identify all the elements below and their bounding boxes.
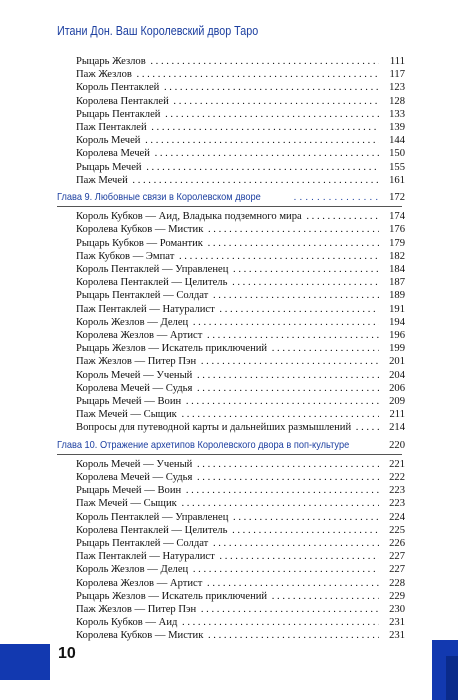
toc-entry-title <box>76 329 402 342</box>
toc-entry-title <box>76 276 402 289</box>
toc-entry <box>0 471 458 484</box>
toc-entry <box>0 263 458 276</box>
toc-entry-title <box>76 616 402 629</box>
chapter-underline <box>57 206 402 207</box>
toc-entry-page: 223 <box>379 484 405 497</box>
left-color-block <box>0 644 50 680</box>
toc-entry-label: Рыцарь Жезлов — Искатель приключений <box>76 590 268 602</box>
toc-entry-page: 128 <box>379 95 405 108</box>
toc-entry-page: 182 <box>379 250 405 263</box>
toc-entry <box>0 55 458 68</box>
toc-entry-label: Рыцарь Пентаклей — Солдат <box>76 538 209 549</box>
toc-entry-title <box>76 484 402 497</box>
toc-entry <box>0 497 458 510</box>
toc-entry-page: 194 <box>379 316 405 329</box>
toc-entry-title <box>76 121 402 134</box>
toc-entry-title <box>76 81 402 94</box>
toc-entry <box>0 108 458 121</box>
toc-entry-label: Паж Жезлов — Питер Пэн <box>76 604 197 615</box>
toc-entry-page: 155 <box>379 161 405 174</box>
toc-entry-label: Рыцарь Мечей — Воин <box>76 396 182 407</box>
toc-entry-title <box>76 174 402 187</box>
toc-entry <box>0 329 458 342</box>
toc-entry-label: Рыцарь Кубков — Романтик <box>76 237 203 249</box>
toc-entry-title <box>76 263 402 276</box>
toc-entry-title <box>76 603 402 616</box>
toc-entry-title <box>76 497 402 510</box>
running-header: Итани Дон. Ваш Королевский двор Таро <box>57 24 259 38</box>
toc-entry-label: Паж Пентаклей <box>76 122 147 133</box>
toc-entry-label: Королева Кубков — Мистик <box>76 224 204 236</box>
toc-entry-label: Глава 10. Отражение архетипов Королевского двора в поп-культуре <box>57 438 350 451</box>
toc-entry-title <box>76 408 402 421</box>
toc-entry-title <box>76 382 402 395</box>
toc-entry-page: 224 <box>379 511 405 524</box>
toc-entry <box>0 223 458 236</box>
toc-entry-page: 117 <box>379 68 405 81</box>
toc-entry-page: 139 <box>379 121 405 134</box>
toc-chapter <box>0 191 458 204</box>
toc-entry-title <box>76 471 402 484</box>
toc-entry-page: 133 <box>379 108 405 121</box>
toc-entry-page: 227 <box>379 550 405 563</box>
toc-entry-page: 222 <box>379 471 405 484</box>
toc-entry-title <box>76 134 402 147</box>
toc-entry <box>0 68 458 81</box>
toc-entry <box>0 174 458 187</box>
toc-entry <box>0 81 458 94</box>
toc-entry-label: Паж Жезлов <box>76 69 132 81</box>
toc-entry-label: Король Кубков — Аид <box>76 617 178 629</box>
toc-entry-title <box>76 369 402 382</box>
toc-entry-title <box>76 147 402 160</box>
toc-entry-page: 230 <box>379 603 405 616</box>
toc-entry <box>0 408 458 421</box>
toc-entry <box>0 303 458 316</box>
toc-entry-page: 209 <box>379 395 405 408</box>
toc-entry <box>0 458 458 471</box>
toc-entry-label: Паж Мечей — Сыщик <box>76 498 177 510</box>
toc-entry-label: Королева Мечей — Судья <box>76 382 193 394</box>
toc-entry-title <box>76 250 402 263</box>
toc-entry-page: 150 <box>379 147 405 160</box>
toc-entry-title <box>76 355 402 368</box>
toc-entry-label: Королева Кубков — Мистик <box>76 630 204 642</box>
toc-entry-title <box>57 439 402 452</box>
toc-entry-page: 144 <box>379 134 405 147</box>
toc-entry-label: Паж Мечей — Сыщик <box>76 409 177 421</box>
toc-entry-page: 226 <box>379 537 405 550</box>
toc-entry-label: Паж Пентаклей — Натуралист <box>76 303 215 315</box>
toc-entry-title <box>57 191 402 204</box>
toc-entry-label: Рыцарь Пентаклей <box>76 108 161 120</box>
toc-entry <box>0 629 458 642</box>
toc-entry <box>0 421 458 434</box>
toc-entry <box>0 276 458 289</box>
toc-entry-page: 231 <box>379 629 405 642</box>
toc-entry <box>0 577 458 590</box>
toc-entry-page: 187 <box>379 276 405 289</box>
toc-entry-title <box>76 511 402 524</box>
toc-entry-page: 220 <box>379 439 405 452</box>
toc-entry <box>0 484 458 497</box>
toc-entry-page: 229 <box>379 590 405 603</box>
toc-entry-label: Королева Пентаклей — Целитель <box>76 277 228 289</box>
toc-entry-label: Король Пентаклей — Управленец <box>76 511 229 523</box>
toc-entry-page: 174 <box>379 210 405 223</box>
toc-entry <box>0 550 458 563</box>
toc-entry-page: 221 <box>379 458 405 471</box>
toc-entry <box>0 382 458 395</box>
toc-entry-label: Король Пентаклей — Управленец <box>76 264 229 275</box>
toc-entry-title <box>76 629 402 642</box>
toc-entry-title <box>76 421 402 434</box>
toc-entry-label: Рыцарь Пентаклей — Солдат <box>76 290 209 302</box>
toc-entry-label: Король Мечей — Ученый <box>76 369 193 381</box>
toc-entry-page: 172 <box>379 191 405 204</box>
toc-entry-title <box>76 161 402 174</box>
toc-entry-label: Вопросы для путеводной карты и дальнейших размышлений <box>76 422 352 434</box>
toc-entry-label: Глава 9. Любовные связи в Королевском дворе <box>57 191 261 203</box>
toc-entry-label: Король Мечей <box>76 135 141 147</box>
toc-entry <box>0 616 458 629</box>
toc-entry-title <box>76 524 402 537</box>
page-number: 10 <box>58 645 76 662</box>
toc-entry <box>0 524 458 537</box>
toc-entry-label: Королева Мечей — Судья <box>76 472 193 483</box>
toc-entry-page: 231 <box>379 616 405 629</box>
toc-entry-label: Рыцарь Жезлов <box>76 56 146 67</box>
toc-entry <box>0 121 458 134</box>
toc-entry-title <box>76 108 402 121</box>
toc-entry-page: 223 <box>379 497 405 510</box>
toc-entry-label: Королева Пентаклей <box>76 95 169 107</box>
toc-entry <box>0 342 458 355</box>
toc-entry <box>0 237 458 250</box>
toc-entry-page: 196 <box>379 329 405 342</box>
toc-entry-page: 211 <box>379 408 405 421</box>
toc-entry-page: 206 <box>379 382 405 395</box>
toc-entry-label: Королева Жезлов — Артист <box>76 577 203 589</box>
toc-entry-title <box>76 95 402 108</box>
toc-entry-label: Король Жезлов — Делец <box>76 564 189 576</box>
toc-entry-label: Паж Жезлов — Питер Пэн <box>76 356 197 368</box>
toc-entry-page: 111 <box>379 55 405 68</box>
right-color-notch <box>446 656 458 700</box>
toc-entry-title <box>76 289 402 302</box>
toc-entry-label: Королева Жезлов — Артист <box>76 330 203 341</box>
toc-entry-label: Паж Кубков — Эмпат <box>76 250 175 262</box>
toc-entry-page: 227 <box>379 563 405 576</box>
toc-entry <box>0 537 458 550</box>
toc-entry-label: Король Пентаклей <box>76 82 160 94</box>
toc-entry-title <box>76 590 402 603</box>
toc-entry-page: 161 <box>379 174 405 187</box>
toc-entry-page: 204 <box>379 369 405 382</box>
toc-entry-title <box>76 577 402 590</box>
toc-entry-page: 189 <box>379 289 405 302</box>
toc-entry-page: 184 <box>379 263 405 276</box>
toc-entry-page: 201 <box>379 355 405 368</box>
toc-entry-title <box>76 223 402 236</box>
toc-entry-page: 179 <box>379 237 405 250</box>
toc-entry <box>0 511 458 524</box>
toc-entry-title <box>76 395 402 408</box>
toc-entry <box>0 316 458 329</box>
toc-entry-label: Король Жезлов — Делец <box>76 316 189 328</box>
toc-entry-title <box>76 68 402 81</box>
toc-entry <box>0 563 458 576</box>
toc-entry-label: Король Мечей — Ученый <box>76 458 193 470</box>
toc-entry-page: 199 <box>379 342 405 355</box>
toc-entry-page: 123 <box>379 81 405 94</box>
toc-entry-page: 176 <box>379 223 405 236</box>
toc-entry-page: 191 <box>379 303 405 316</box>
toc-entry <box>0 355 458 368</box>
toc-entry-label: Паж Пентаклей — Натуралист <box>76 551 215 563</box>
chapter-underline <box>57 454 402 455</box>
toc-entry <box>0 134 458 147</box>
toc-entry-title <box>76 55 402 68</box>
toc-entry <box>0 147 458 160</box>
toc-entry-label: Король Кубков — Аид, Владыка подземного мира <box>76 211 302 223</box>
toc-entry-title <box>76 303 402 316</box>
toc-entry-page: 228 <box>379 577 405 590</box>
toc-entry-page: 225 <box>379 524 405 537</box>
toc-entry-title <box>76 210 402 223</box>
toc-entry-label: Рыцарь Мечей — Воин <box>76 485 182 497</box>
toc-entry <box>0 250 458 263</box>
toc-entry <box>0 369 458 382</box>
toc-entry-title <box>76 342 402 355</box>
toc-entry <box>0 603 458 616</box>
toc-entry-title <box>76 537 402 550</box>
toc-entry <box>0 95 458 108</box>
toc-entry-label: Рыцарь Мечей <box>76 161 142 173</box>
toc-entry <box>0 395 458 408</box>
toc-entry-title <box>76 550 402 563</box>
toc-entry <box>0 161 458 174</box>
toc-entry-title <box>76 563 402 576</box>
toc-entry-title <box>76 237 402 250</box>
toc-entry <box>0 590 458 603</box>
toc-entry <box>0 289 458 302</box>
toc-entry-label: Королева Мечей <box>76 148 150 160</box>
toc-entry-label: Королева Пентаклей — Целитель <box>76 524 228 536</box>
toc-entry-page: 214 <box>379 421 405 434</box>
toc-entry-label: Паж Мечей <box>76 174 128 186</box>
toc-entry-label: Рыцарь Жезлов — Искатель приключений <box>76 343 268 355</box>
toc-entry-title <box>76 458 402 471</box>
toc-entry <box>0 210 458 223</box>
toc-chapter <box>0 439 458 452</box>
toc-entry-title <box>76 316 402 329</box>
